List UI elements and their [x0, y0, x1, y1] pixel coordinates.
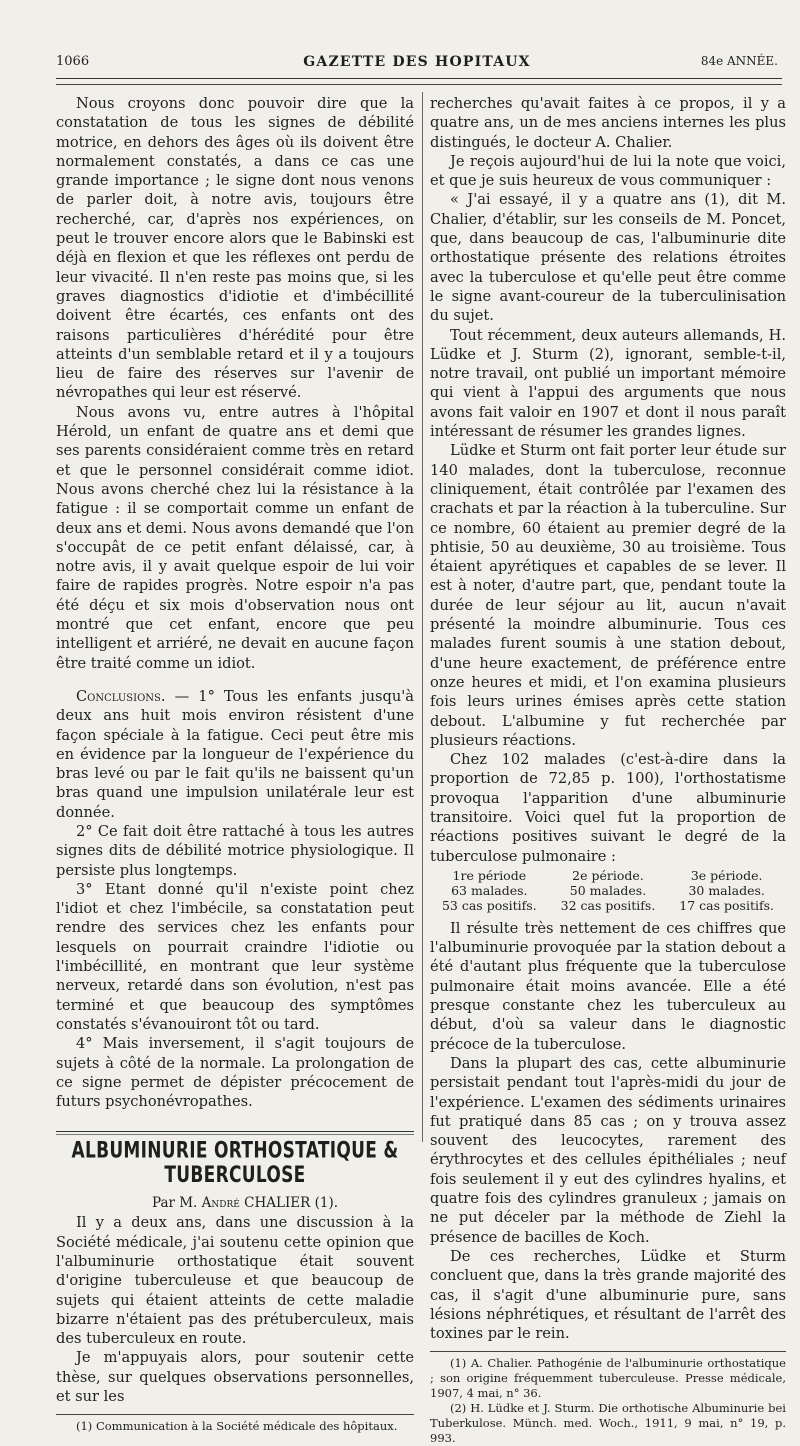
conclusions-intro: — 1° Tous les enfants jusqu'à deux ans huit mois environ résistent d'une façon spéciale à la fatigue. Ceci peut être mis en évidence par la longueur de l'expérience du bras levé ou par le fait qu'ils ne baissent qu'un bras quand une impulsion unilatérale leur est donnée.: [56, 687, 414, 821]
column-divider: [422, 92, 423, 1142]
conclusions-label: Conclusions.: [76, 687, 166, 705]
paragraph: Je reçois aujourd'hui de lui la note que voici, et que je suis heureux de vous communiquer :: [430, 152, 786, 190]
header-rule: [56, 78, 782, 79]
article-title: ALBUMINURIE ORTHOSTATIQUE & TUBERCULOSE: [71, 1138, 399, 1190]
footnote: (2) H. Lüdke et J. Sturm. Die orthotische Albuminurie bei Tuberkulose. Münch. med. Woch., 1911, 9 mai, n° 19, p. 993.: [430, 1401, 786, 1446]
table-header: 3e période.: [690, 867, 763, 883]
paragraph: Nous avons vu, entre autres à l'hôpital Hérold, un enfant de quatre ans et demi que ses parents considéraient comme très en retard et que le personnel considérait comme idiot. Nous avons cherché chez lui la résistance à la fatigue : il se comportait comme un enfant de deux ans et demi. Nous avons demandé que l'on s'occupât de ce petit enfant délaissé, car, à notre avis, il y avait quelque espoir de lui voir faire de rapides progrès. Notre espoir n'a pas été déçu et six mois d'observation nous ont montré que cet enfant, encore que peu intelligent et arriéré, ne devait en aucune façon être traité comme un idiot.: [56, 403, 414, 672]
table-header: 1re période: [452, 867, 527, 883]
page-header: [56, 54, 778, 76]
paragraph: « J'ai essayé, il y a quatre ans (1), dit M. Chalier, d'établir, sur les conseils de M. Poncet, que, dans beaucoup de cas, l'albuminurie dite orthostatique présente des relations étroites avec la tuberculose et qu'elle peut être comme le signe avant-coureur de la tuberculinisation du sujet.: [430, 191, 786, 325]
journal-title: GAZETTE DES HOPITAUX: [303, 54, 531, 70]
table-row: [430, 898, 786, 913]
paragraph: Dans la plupart des cas, cette albuminurie persistait pendant tout l'après-midi du jour de l'expérience. L'examen des sédiments urinaires fut pratiqué dans 85 cas ; on y trouva assez souvent des leucocytes, rarement des érythrocytes et des cellules épithéliales ; neuf fois seulement il y eut des cylindres hyalins, et quatre fois des cylindres granuleux ; jamais on ne put déceler par la méthode de Ziehl la présence de bacilles de Koch.: [430, 1054, 786, 1246]
conclusions-paragraph: [56, 687, 414, 822]
footnote-rule: [56, 1414, 414, 1415]
paragraph: De ces recherches, Lüdke et Sturm concluent que, dans la très grande majorité des cas, il s'agit d'une albuminurie pure, sans lésions néphrétiques, et résultant de l'arrêt des toxines par le rein.: [430, 1247, 786, 1343]
stats-table: [430, 868, 786, 913]
table-row: [430, 868, 786, 883]
footnote: (1) Communication à la Société médicale des hôpitaux.: [76, 1419, 398, 1434]
left-column: [56, 94, 414, 1434]
table-cell: 17 cas positifs.: [679, 897, 774, 913]
table-header: 2e période.: [572, 867, 644, 883]
page-number: 1066: [56, 54, 90, 69]
article-rule: [56, 1131, 414, 1132]
article-author: Par M. André CHALIER (1).: [151, 1195, 339, 1212]
year-label: 84e ANNÉE.: [700, 54, 778, 68]
paragraph: Tout récemment, deux auteurs allemands, H. Lüdke et J. Sturm (2), ignorant, semble-t-il, notre travail, ont publié un important mémoire qui vient à l'appui des arguments que nous avons fait valoir en 1907 et dont il nous paraît intéressant de résumer les grandes lignes.: [430, 326, 786, 441]
paragraph: Il résulte très nettement de ces chiffres que l'albuminurie provoquée par la station debout a été d'autant plus fréquente que la tuberculose pulmonaire était moins avancée. Elle a été presque constante chez les tuberculeux au début, d'où sa valeur dans le diagnostic précoce de la tuberculose.: [430, 919, 786, 1053]
paragraph: Chez 102 malades (c'est-à-dire dans la proportion de 72,85 p. 100), l'orthostatisme provoqua l'apparition d'une albuminurie transitoire. Voici quel fut la proportion de réactions positives suivant le degré de la tuberculose pulmonaire :: [430, 751, 786, 865]
right-column: [430, 94, 786, 1446]
table-row: [430, 883, 786, 898]
article-paragraph: Je m'appuyais alors, pour soutenir cette thèse, sur quelques observations personnelles, et sur les: [56, 1349, 414, 1405]
footnote-rule: [430, 1351, 786, 1352]
header-rule-secondary: [56, 84, 782, 85]
conclusion-item: 2° Ce fait doit être rattaché à tous les autres signes dits de débilité motrice physiologique. Il persiste plus longtemps.: [56, 822, 414, 879]
footnote: (1) A. Chalier. Pathogénie de l'albuminurie orthostatique ; son origine fréquemment tuberculeuse. Presse médicale, 1907, 4 mai, n° 36.: [430, 1356, 786, 1401]
table-cell: 30 malades.: [688, 882, 765, 898]
paragraph: Lüdke et Sturm ont fait porter leur étude sur 140 malades, dont la tuberculose, reconnue cliniquement, était contrôlée par l'examen des crachats et par la réaction à la tuberculine. Sur ce nombre, 60 étaient au premier degré de la phtisie, 50 au deuxième, 30 au troisième. Tous étaient apyrétiques et capables de se lever. Il est à noter, d'autre part, que, pendant toute la durée de leur séjour au lit, aucun n'avait présenté la moindre albuminurie. Tous ces malades furent soumis à une station debout, d'une heure exactement, de préférence entre onze heures et midi, et l'on examina plusieurs fois leurs urines émises après cette station debout. L'albumine y fut recherchée par plusieurs réactions.: [430, 442, 786, 749]
conclusion-item: 3° Etant donné qu'il n'existe point chez l'idiot et chez l'imbécile, sa constatation peut rendre des services chez les enfants pour lesquels on pourrait craindre l'idiotie ou l'imbécillité, en montrant que leur système nerveux, retardé dans son évolution, n'est pas terminé et que beaucoup des symptômes constatés s'évanouiront tôt ou tard.: [56, 880, 414, 1033]
article-rule: [56, 1134, 414, 1135]
conclusion-item: 4° Mais inversement, il s'agit toujours de sujets à côté de la normale. La prolongation de ce signe permet de dépister précocement de futurs psychonévropathes.: [56, 1035, 414, 1111]
table-cell: 53 cas positifs.: [441, 897, 537, 913]
table-cell: 50 malades.: [569, 882, 647, 898]
paragraph: recherches qu'avait faites à ce propos, il y a quatre ans, un de mes anciens internes les plus distingués, le docteur A. Chalier.: [430, 95, 786, 151]
table-cell: 32 cas positifs.: [560, 897, 656, 913]
table-cell: 63 malades.: [451, 882, 528, 898]
article-paragraph: Il y a deux ans, dans une discussion à la Société médicale, j'ai soutenu cette opinion que l'albuminurie orthostatique était souvent d'origine tuberculeuse et que beaucoup de sujets qui étaient atteints de cette maladie bizarre n'étaient pas des prétuberculeux, mais des tuberculeux en route.: [56, 1214, 414, 1348]
paragraph: Nous croyons donc pouvoir dire que la constatation de tous les signes de débilité motrice, en dehors des âges où ils doivent être normalement constatés, a dans ce cas une grande importance ; le signe dont nous venons de parler doit, à notre avis, toujours être recherché, car, d'après nos expériences, on peut le trouver encore alors que le Babinski est déjà en flexion et que les réflexes ont perdu de leur vivacité. Il n'en reste pas moins que, si les graves diagnostics d'idiotie et d'imbécillité doivent être écartés, ces enfants ont des raisons particulières d'hérédité pour être atteints d'un semblable retard et il y a toujours lieu de faire des réserves sur l'avenir de névropathes qui leur est réservé.: [56, 95, 414, 402]
